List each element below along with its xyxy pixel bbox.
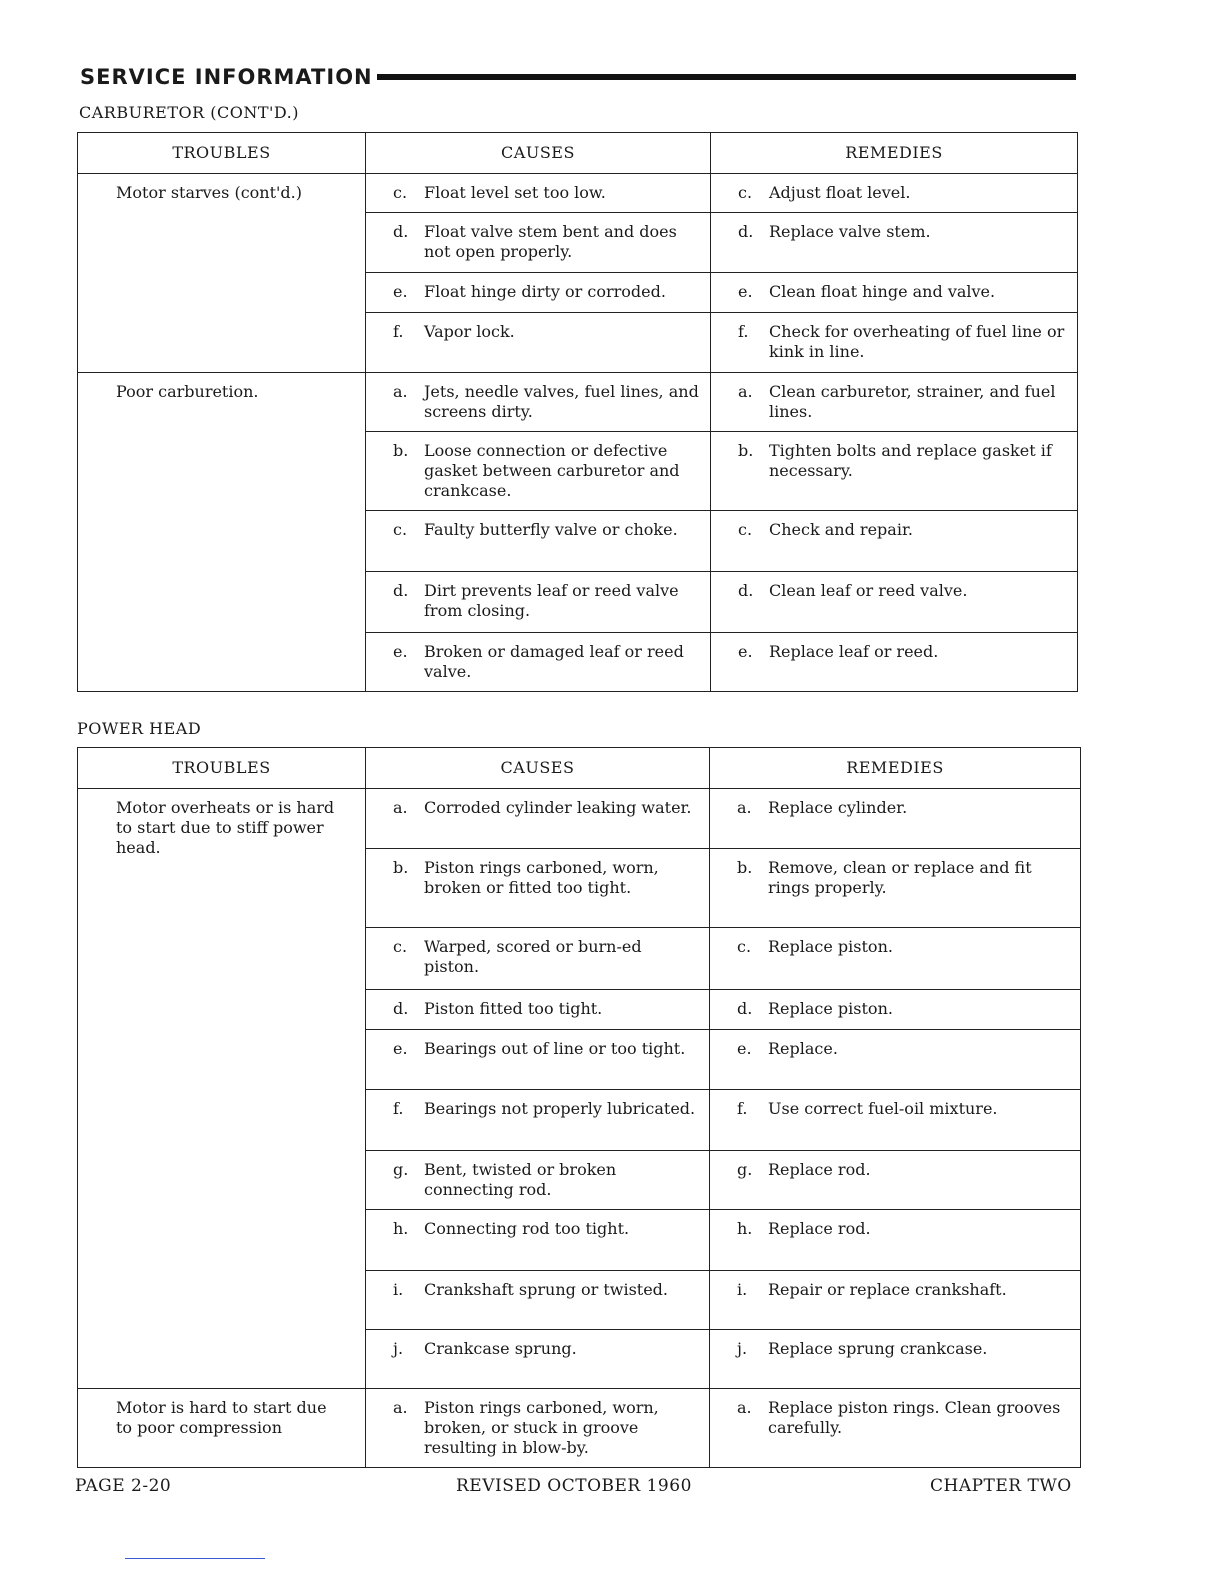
cause-letter: a. (393, 798, 408, 817)
cause-text: Dirt prevents leaf or reed valve from closing. (424, 581, 679, 620)
cause-cell (366, 1030, 710, 1090)
table-header-row (78, 748, 1081, 789)
remedy-letter: f. (738, 322, 749, 341)
remedy-text: Repair or replace crankshaft. (768, 1280, 1007, 1299)
remedy-cell (711, 432, 1078, 511)
remedy-text: Replace. (768, 1039, 838, 1058)
remedy-cell (711, 511, 1078, 572)
remedy-cell (711, 572, 1078, 633)
remedy-text: Replace rod. (768, 1160, 871, 1179)
trouble-cell (78, 373, 366, 692)
cause-text: Faulty butterfly valve or choke. (424, 520, 678, 539)
remedy-text: Replace sprung crankcase. (768, 1339, 988, 1358)
cause-letter: a. (393, 382, 408, 401)
remedy-letter: e. (737, 1039, 752, 1058)
cause-letter: c. (393, 520, 408, 539)
cause-text: Piston rings carboned, worn, broken, or stuck in groove resulting in blow-by. (424, 1398, 659, 1457)
remedy-letter: h. (737, 1219, 753, 1238)
remedy-letter: e. (738, 282, 753, 301)
carburetor-section-title: CARBURETOR (CONT'D.) (79, 103, 299, 122)
cause-text: Piston fitted too tight. (424, 999, 603, 1018)
remedy-letter: c. (738, 520, 753, 539)
remedy-letter: c. (737, 937, 752, 956)
header-rule (377, 74, 1076, 80)
remedy-letter: a. (737, 798, 752, 817)
cause-cell (366, 1210, 710, 1271)
cause-cell (366, 511, 711, 572)
trouble-text: Motor is hard to start due to poor compression (116, 1398, 327, 1437)
cause-cell (366, 789, 710, 849)
cause-letter: b. (393, 441, 409, 460)
cause-cell (366, 1090, 710, 1151)
trouble-text: Poor carburetion. (116, 382, 259, 401)
remedy-text: Replace piston. (768, 937, 893, 956)
table-row (78, 373, 1078, 432)
cause-text: Warped, scored or burn-ed piston. (424, 937, 642, 976)
cause-cell (366, 849, 710, 928)
cause-cell (366, 373, 711, 432)
remedy-cell (711, 633, 1078, 692)
column-header-troubles: TROUBLES (78, 748, 366, 789)
remedy-letter: c. (738, 183, 753, 202)
cause-letter: d. (393, 999, 409, 1018)
remedy-letter: b. (738, 441, 754, 460)
cause-cell (366, 273, 711, 313)
remedy-letter: a. (738, 382, 753, 401)
cause-text: Bearings out of line or too tight. (424, 1039, 686, 1058)
cause-cell (366, 1389, 710, 1468)
cause-text: Corroded cylinder leaking water. (424, 798, 692, 817)
remedy-letter: e. (738, 642, 753, 661)
trouble-text: Motor starves (cont'd.) (116, 183, 302, 202)
table-row (78, 1389, 1081, 1468)
remedy-cell (710, 990, 1081, 1030)
cause-text: Broken or damaged leaf or reed valve. (424, 642, 684, 681)
cause-letter: c. (393, 937, 408, 956)
remedy-cell (711, 373, 1078, 432)
cause-letter: a. (393, 1398, 408, 1417)
cause-cell (366, 313, 711, 373)
remedy-text: Adjust float level. (769, 183, 911, 202)
page-title: SERVICE INFORMATION (80, 65, 373, 89)
cause-cell (366, 572, 711, 633)
remedy-text: Check and repair. (769, 520, 913, 539)
cause-cell (366, 1271, 710, 1330)
cause-letter: e. (393, 642, 408, 661)
cause-cell (366, 174, 711, 213)
remedy-cell (710, 789, 1081, 849)
cause-letter: d. (393, 581, 409, 600)
cause-text: Piston rings carboned, worn, broken or fitted too tight. (424, 858, 659, 897)
remedy-letter: d. (738, 222, 754, 241)
page-number: PAGE 2-20 (75, 1476, 172, 1496)
remedy-cell (710, 1271, 1081, 1330)
cause-cell (366, 1330, 710, 1389)
cause-text: Float level set too low. (424, 183, 606, 202)
cause-letter: c. (393, 183, 408, 202)
remedy-text: Remove, clean or replace and fit rings properly. (768, 858, 1032, 897)
trouble-cell (78, 1389, 366, 1468)
remedy-cell (710, 1389, 1081, 1468)
chapter-label: CHAPTER TWO (930, 1476, 1072, 1496)
cause-letter: i. (393, 1280, 404, 1299)
cause-letter: d. (393, 222, 409, 241)
cause-text: Jets, needle valves, fuel lines, and screens dirty. (424, 382, 699, 421)
cause-letter: f. (393, 1099, 404, 1118)
remedy-text: Use correct fuel-oil mixture. (768, 1099, 998, 1118)
cause-cell (366, 432, 711, 511)
remedy-cell (711, 174, 1078, 213)
remedy-letter: b. (737, 858, 753, 877)
column-header-causes: CAUSES (366, 748, 710, 789)
cause-letter: e. (393, 282, 408, 301)
column-header-causes: CAUSES (366, 133, 711, 174)
remedy-text: Clean float hinge and valve. (769, 282, 996, 301)
remedy-letter: d. (738, 581, 754, 600)
remedy-text: Check for overheating of fuel line or kink in line. (769, 322, 1065, 361)
cause-text: Loose connection or defective gasket between carburetor and crankcase. (424, 441, 680, 500)
cause-cell (366, 1151, 710, 1210)
cause-letter: h. (393, 1219, 409, 1238)
carburetor-troubleshooting-table (77, 132, 1078, 692)
remedy-letter: j. (737, 1339, 748, 1358)
remedy-text: Replace cylinder. (768, 798, 908, 817)
column-header-remedies: REMEDIES (711, 133, 1078, 174)
cause-text: Crankcase sprung. (424, 1339, 577, 1358)
remedy-text: Replace piston rings. Clean grooves carefully. (768, 1398, 1061, 1437)
remedy-cell (710, 1330, 1081, 1389)
remedy-letter: i. (737, 1280, 748, 1299)
remedy-text: Clean carburetor, strainer, and fuel lines. (769, 382, 1056, 421)
remedy-text: Replace piston. (768, 999, 893, 1018)
page-header (80, 62, 1076, 92)
table-header-row (78, 133, 1078, 174)
cause-letter: j. (393, 1339, 404, 1358)
cause-text: Float valve stem bent and does not open properly. (424, 222, 677, 261)
trouble-text: Motor overheats or is hard to start due to stiff power head. (116, 798, 335, 857)
remedy-cell (710, 928, 1081, 990)
trouble-cell (78, 174, 366, 373)
cause-text: Crankshaft sprung or twisted. (424, 1280, 669, 1299)
cause-letter: b. (393, 858, 409, 877)
table-row (78, 789, 1081, 849)
remedy-cell (711, 213, 1078, 273)
remedy-cell (711, 313, 1078, 373)
remedy-letter: f. (737, 1099, 748, 1118)
remedy-letter: g. (737, 1160, 753, 1179)
cause-cell (366, 990, 710, 1030)
remedy-letter: d. (737, 999, 753, 1018)
bottom-rule (125, 1558, 265, 1559)
cause-text: Connecting rod too tight. (424, 1219, 630, 1238)
trouble-cell (78, 789, 366, 1389)
revision-date: REVISED OCTOBER 1960 (456, 1476, 692, 1496)
remedy-text: Replace valve stem. (769, 222, 931, 241)
remedy-cell (710, 1151, 1081, 1210)
remedy-cell (710, 1210, 1081, 1271)
remedy-text: Clean leaf or reed valve. (769, 581, 968, 600)
cause-cell (366, 633, 711, 692)
cause-letter: f. (393, 322, 404, 341)
column-header-troubles: TROUBLES (78, 133, 366, 174)
cause-text: Bearings not properly lubricated. (424, 1099, 696, 1118)
cause-letter: e. (393, 1039, 408, 1058)
remedy-text: Tighten bolts and replace gasket if necessary. (769, 441, 1052, 480)
cause-text: Vapor lock. (424, 322, 515, 341)
remedy-text: Replace rod. (768, 1219, 871, 1238)
remedy-cell (710, 1030, 1081, 1090)
remedy-text: Replace leaf or reed. (769, 642, 939, 661)
remedy-cell (710, 849, 1081, 928)
cause-text: Bent, twisted or broken connecting rod. (424, 1160, 617, 1199)
remedy-letter: a. (737, 1398, 752, 1417)
column-header-remedies: REMEDIES (710, 748, 1081, 789)
power-head-section-title: POWER HEAD (77, 719, 202, 738)
cause-cell (366, 213, 711, 273)
power-head-troubleshooting-table (77, 747, 1081, 1468)
cause-letter: g. (393, 1160, 409, 1179)
cause-cell (366, 928, 710, 990)
cause-text: Float hinge dirty or corroded. (424, 282, 666, 301)
remedy-cell (710, 1090, 1081, 1151)
table-row (78, 174, 1078, 213)
remedy-cell (711, 273, 1078, 313)
